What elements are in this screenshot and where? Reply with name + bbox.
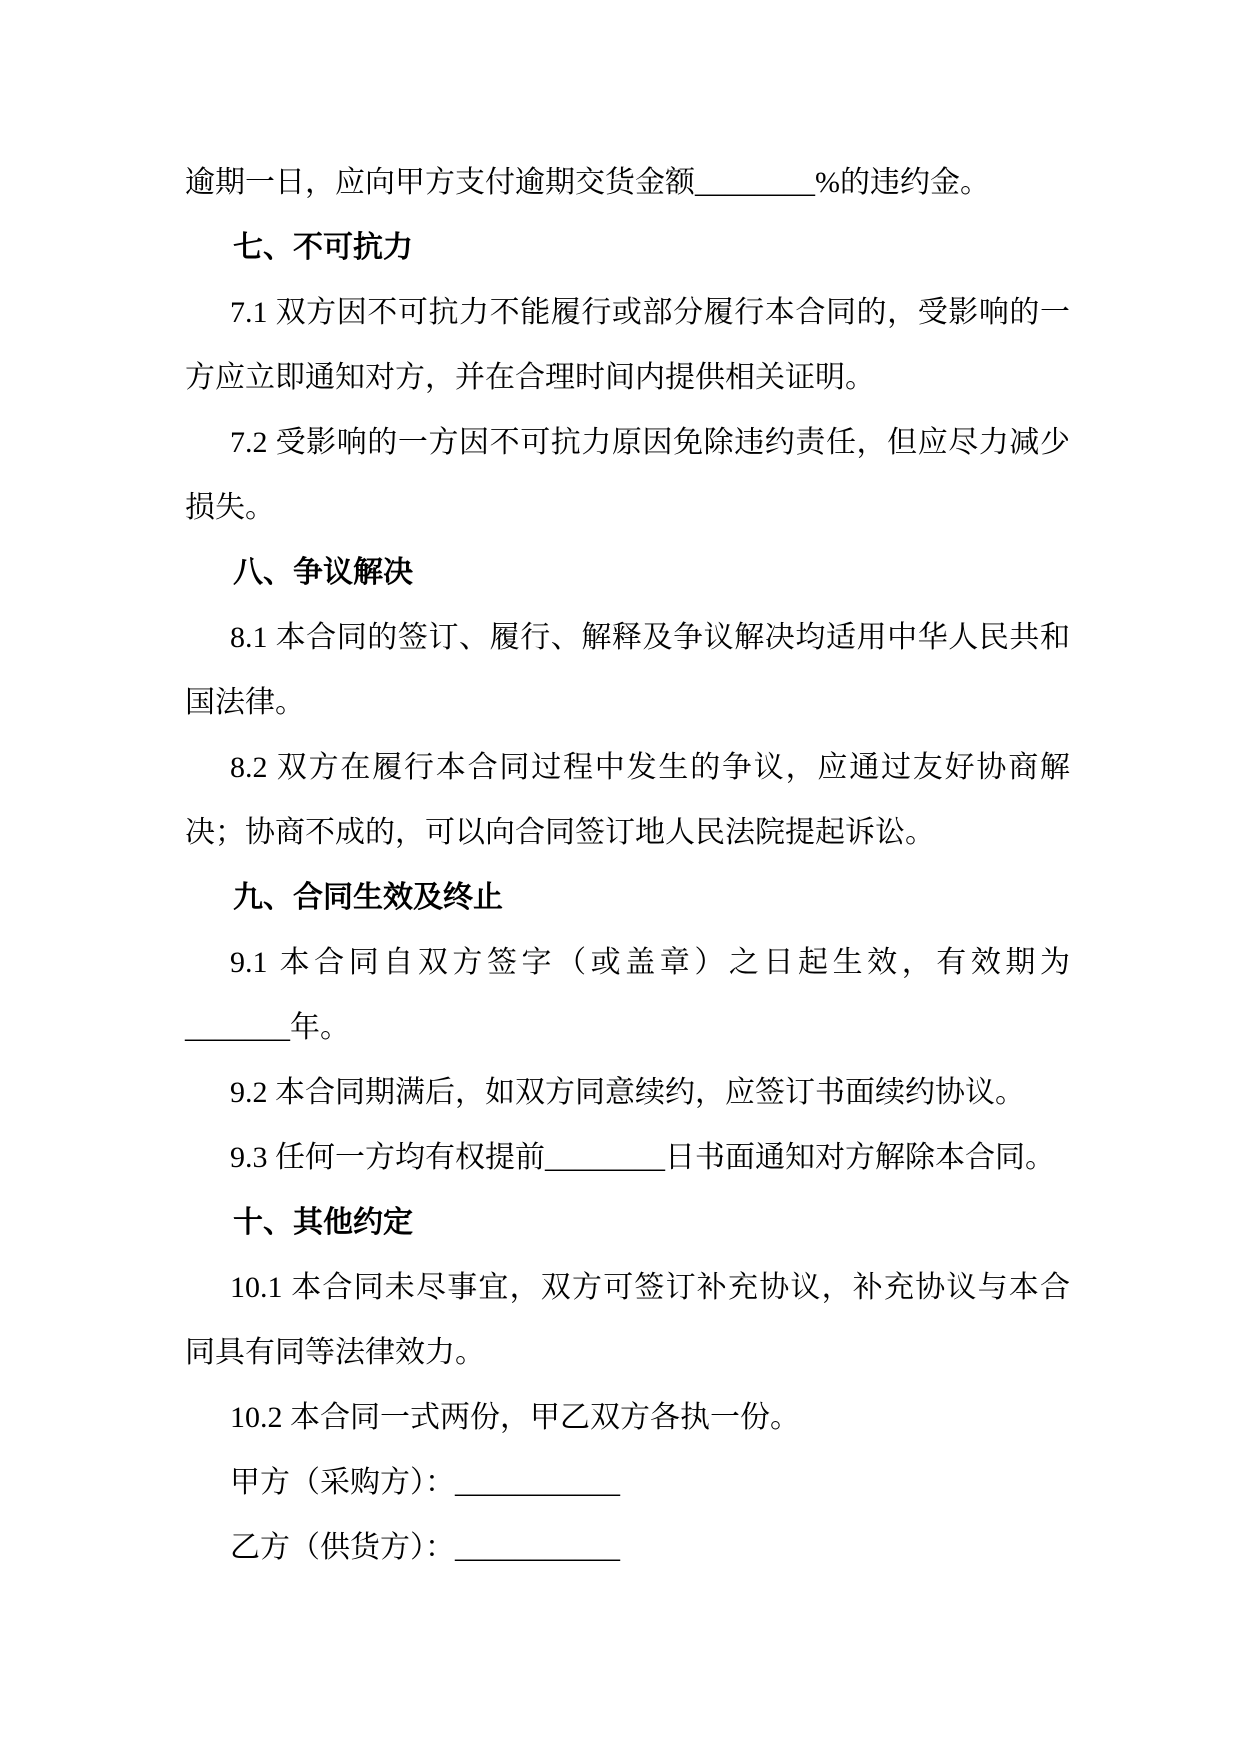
clause-7-2-line-1: 7.2 受影响的一方因不可抗力原因免除违约责任，但应尽力减少 xyxy=(230,426,1070,459)
contract-text-block xyxy=(185,150,1070,1580)
signature-party-b-line: 乙方（供货方）：___________ xyxy=(230,1531,620,1564)
clause-8-2-line-1: 8.2 双方在履行本合同过程中发生的争议，应通过友好协商解 xyxy=(230,751,1070,784)
heading-section-7: 七、不可抗力 xyxy=(233,231,413,264)
clause-9-1-line-2: _______年。 xyxy=(185,1011,350,1044)
clause-9-1-line-1: 9.1 本合同自双方签字（或盖章）之日起生效，有效期为 xyxy=(230,946,1070,979)
clause-10-1-line-2: 同具有同等法律效力。 xyxy=(185,1336,485,1369)
clause-9-3-line: 9.3 任何一方均有权提前________日书面通知对方解除本合同。 xyxy=(230,1141,1055,1174)
clause-10-2-line: 10.2 本合同一式两份，甲乙双方各执一份。 xyxy=(230,1401,800,1434)
clause-7-2-line-2: 损失。 xyxy=(185,491,275,524)
heading-section-8: 八、争议解决 xyxy=(233,556,413,589)
clause-8-1-line-2: 国法律。 xyxy=(185,686,305,719)
heading-section-9: 九、合同生效及终止 xyxy=(233,881,503,914)
signature-party-a-line: 甲方（采购方）：___________ xyxy=(230,1466,620,1499)
clause-10-1-line-1: 10.1 本合同未尽事宜，双方可签订补充协议，补充协议与本合 xyxy=(230,1271,1070,1304)
heading-section-10: 十、其他约定 xyxy=(233,1206,413,1239)
clause-8-2-line-2: 决；协商不成的，可以向合同签订地人民法院提起诉讼。 xyxy=(185,816,935,849)
clause-overdue-penalty-line: 逾期一日，应向甲方支付逾期交货金额________%的违约金。 xyxy=(185,166,990,199)
clause-7-1-line-2: 方应立即通知对方，并在合理时间内提供相关证明。 xyxy=(185,361,875,394)
clause-7-1-line-1: 7.1 双方因不可抗力不能履行或部分履行本合同的，受影响的一 xyxy=(230,296,1070,329)
clause-8-1-line-1: 8.1 本合同的签订、履行、解释及争议解决均适用中华人民共和 xyxy=(230,621,1070,654)
clause-9-2-line: 9.2 本合同期满后，如双方同意续约，应签订书面续约协议。 xyxy=(230,1076,1025,1109)
